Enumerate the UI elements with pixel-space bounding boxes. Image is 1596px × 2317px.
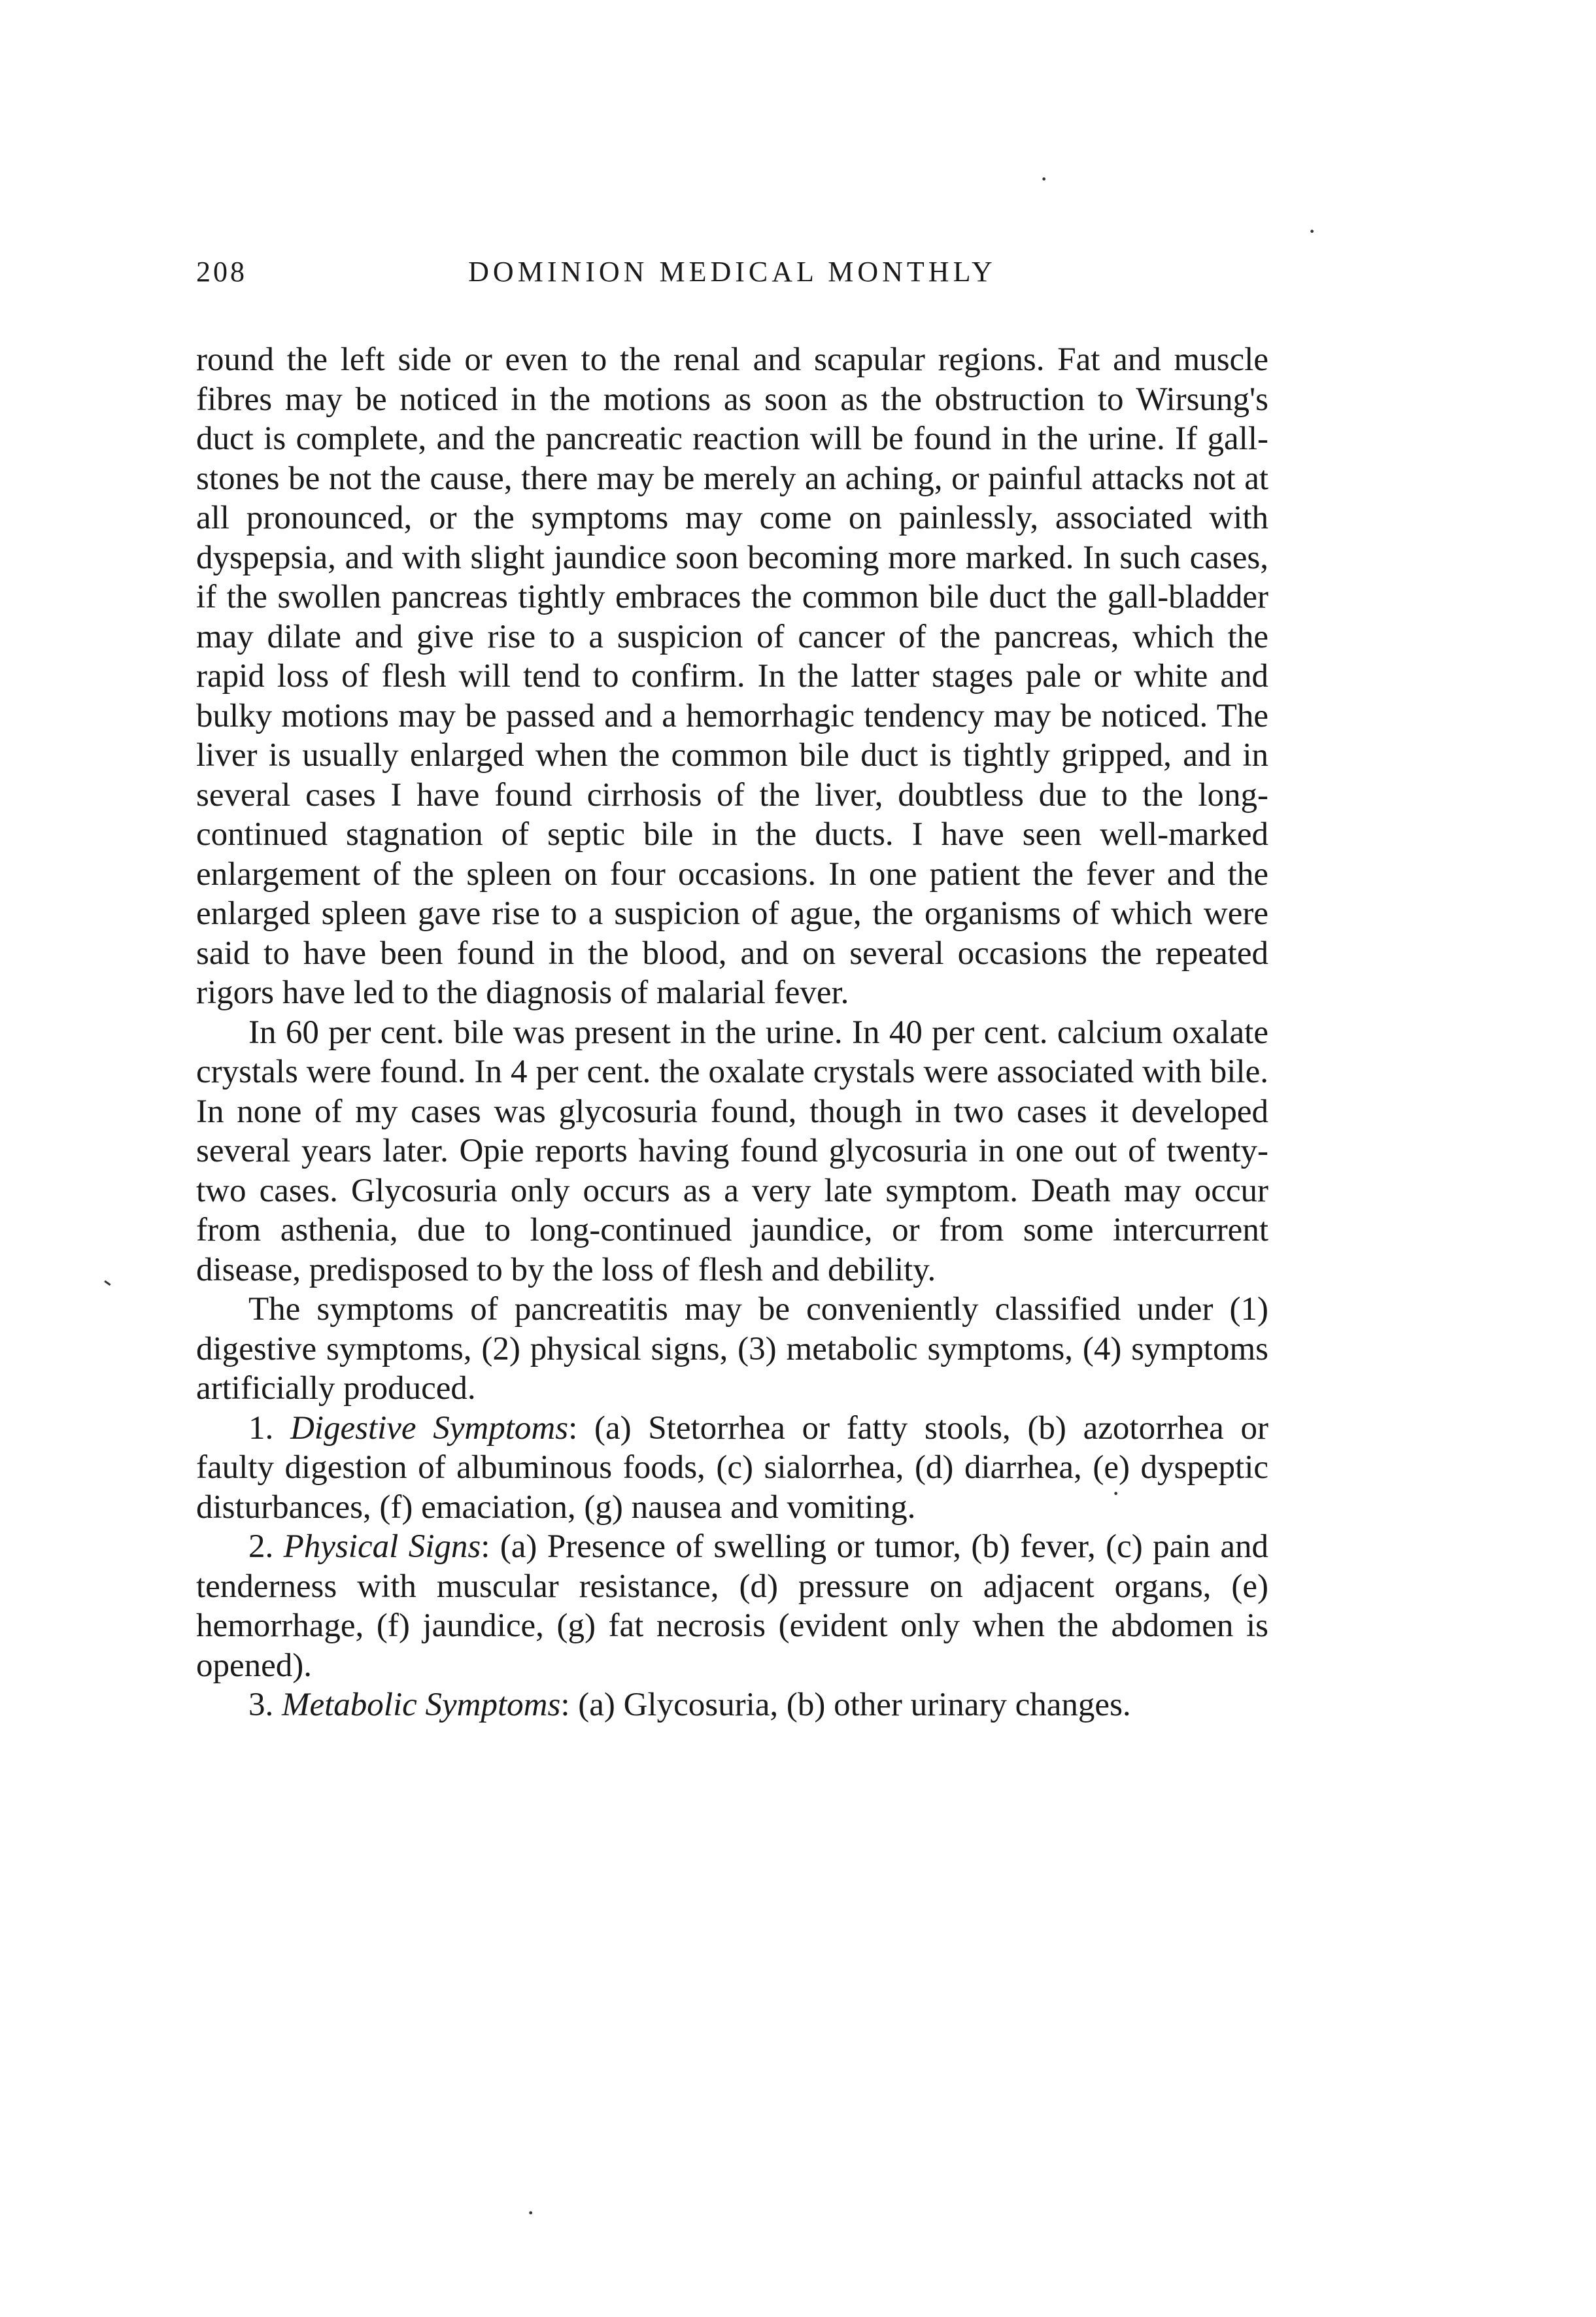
section-text: (a) Glycosuria, (b) other urinary changes. xyxy=(578,1687,1131,1723)
colon: : xyxy=(560,1687,570,1723)
stray-mark: · xyxy=(526,2198,535,2227)
colon: : xyxy=(568,1409,578,1447)
stray-mark: · xyxy=(1112,1479,1121,1508)
section-number: 1. xyxy=(248,1409,274,1447)
page-number: 208 xyxy=(196,256,247,288)
section-title: Metabolic Symptoms xyxy=(282,1687,561,1723)
running-head xyxy=(196,255,1268,307)
list-item xyxy=(196,1409,1268,1528)
paragraph: The symptoms of pancreatitis may be conveniently classified under (1) digestive symptoms, (2) physical signs, (3) metabolic symptoms, (4) symptoms artificially produced. xyxy=(196,1291,1268,1407)
page xyxy=(196,255,1268,1725)
symptom-list xyxy=(196,1409,1268,1725)
section-title: Digestive Symptoms xyxy=(290,1409,569,1447)
colon: : xyxy=(481,1528,490,1565)
paragraph: In 60 per cent. bile was present in the urine. In 40 per cent. calcium oxalate crystals were found. In 4 per cent. the oxalate crystals were associated with bile. In none of my cases was glycosuria found, though in two cases it developed several years later. Opie reports having found glycosuria in one out of twenty-two cases. Glycosuria only occurs as a very late symptom. Death may occur from asthenia, due to long-continued jaundice, or from some intercurrent disease, predisposed to by the loss of flesh and debility. xyxy=(196,1014,1268,1288)
article-body xyxy=(196,340,1268,1725)
section-number: 2. xyxy=(248,1528,274,1565)
list-item xyxy=(196,1685,1268,1725)
list-item xyxy=(196,1527,1268,1685)
section-title: Physical Signs xyxy=(283,1528,481,1565)
stray-mark: · xyxy=(1040,164,1049,194)
paragraph: round the left side or even to the renal and scapular regions. Fat and muscle fibres may be noticed in the motions as soon as the obstruction to Wirsung's duct is complete, and the pancreatic reaction will be found in the urine. If gall-stones be not the cause, there may be merely an aching, or painful attacks not at all pronounced, or the symptoms may come on painlessly, associated with dyspepsia, and with slight jaundice soon becoming more marked. In such cases, if the swollen pancreas tightly embraces the common bile duct the gall-bladder may dilate and give rise to a suspicion of cancer of the pancreas, which the rapid loss of flesh will tend to confirm. In the latter stages pale or white and bulky motions may be passed and a hemorrhagic tendency may be noticed. The liver is usually enlarged when the common bile duct is tightly gripped, and in several cases I have found cirrhosis of the liver, doubtless due to the long-continued stagnation of septic bile in the ducts. I have seen well-marked enlargement of the spleen on four occasions. In one patient the fever and the enlarged spleen gave rise to a suspicion of ague, the organisms of which were said to have been found in the blood, and on several occasions the repeated rigors have led to the diagnosis of malarial fever. xyxy=(196,341,1268,1011)
stray-mark: · xyxy=(1308,216,1317,246)
section-number: 3. xyxy=(248,1687,274,1723)
stray-mark: - xyxy=(97,1266,122,1296)
section-text: (a) Presence of swelling or tumor, (b) fever, (c) pain and tenderness with muscular resistance, (d) pressure on adjacent organs, (e) hemorrhage, (f) jaundice, (g) fat necrosis (evident only when the abdomen is opened). xyxy=(196,1528,1269,1684)
section-text: (a) Stetorrhea or fatty stools, (b) azotorrhea or faulty digestion of albuminous foods, (c) sialorrhea, (d) diarrhea, (e) dyspeptic disturbances, (f) emaciation, (g) nausea and vomiting. xyxy=(196,1409,1268,1526)
journal-title: DOMINION MEDICAL MONTHLY xyxy=(468,256,996,288)
